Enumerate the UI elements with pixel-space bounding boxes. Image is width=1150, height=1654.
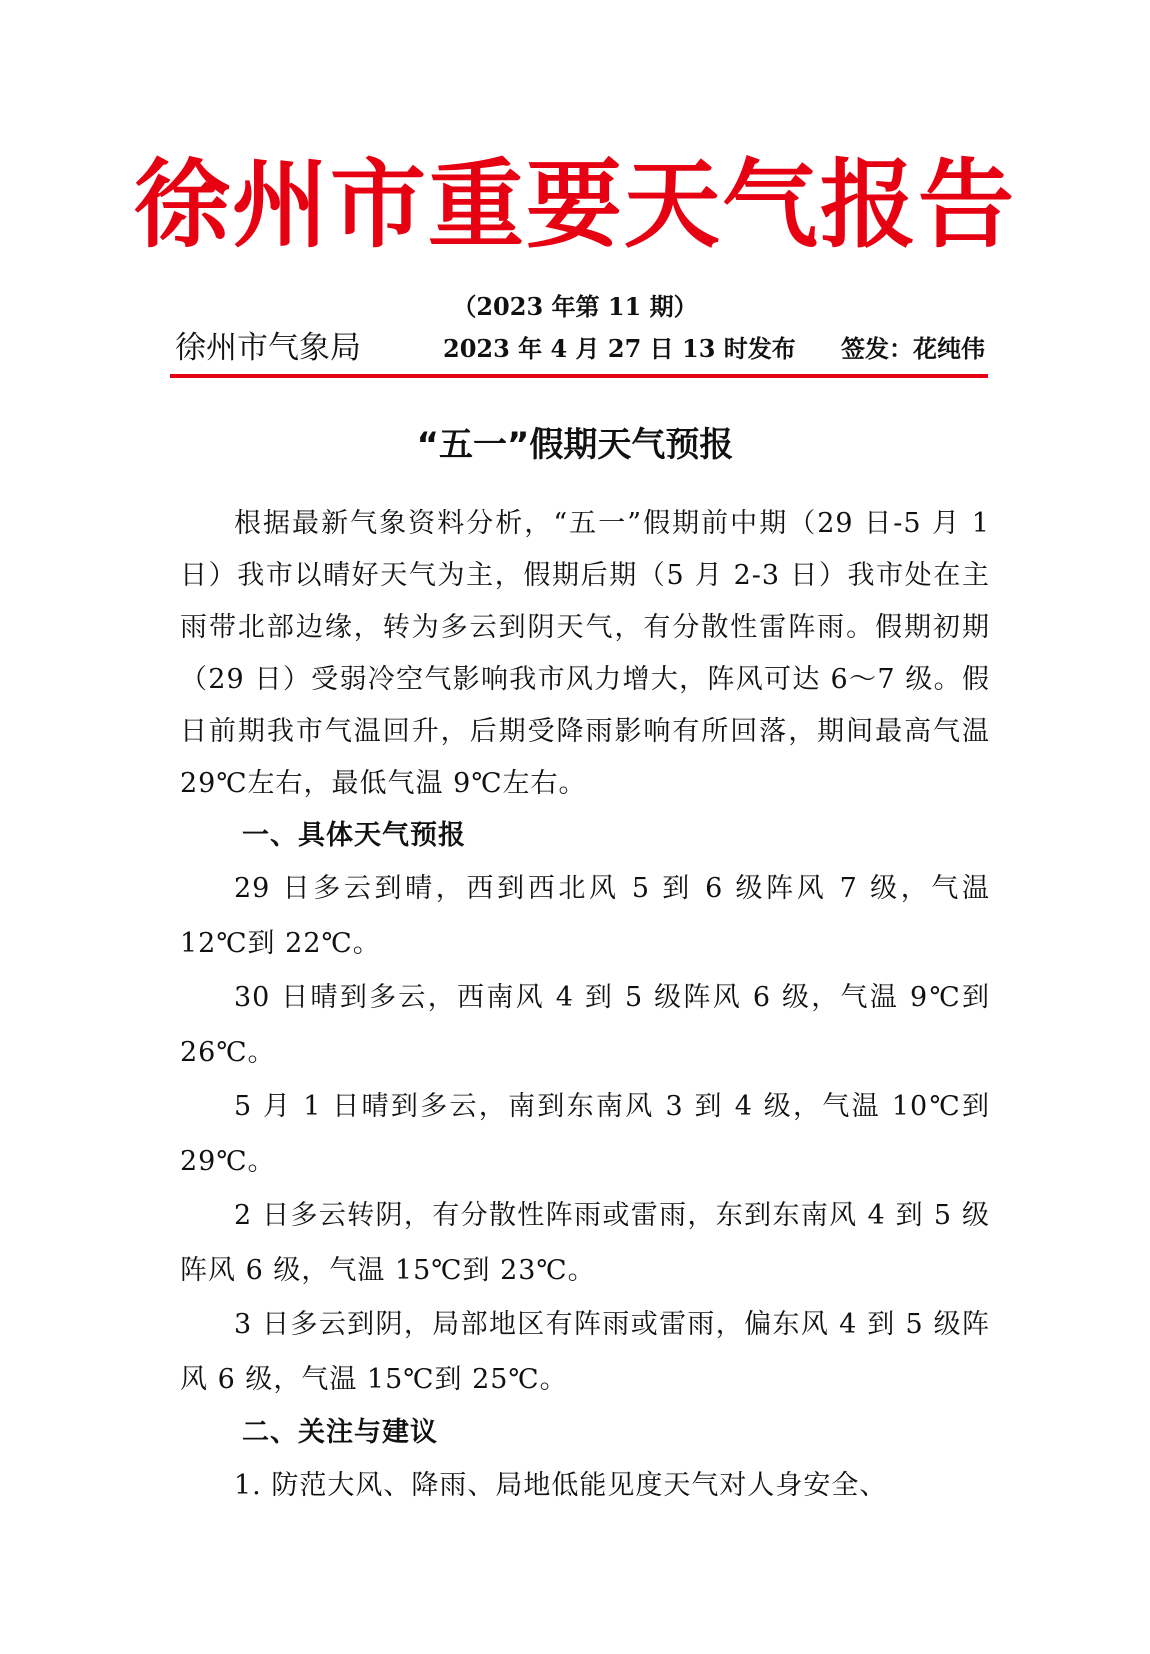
issue-number: （2023 年第 11 期） <box>452 292 698 321</box>
issuer-row <box>175 328 985 368</box>
intro-paragraph: 根据最新气象资料分析，“五一”假期前中期（29 日-5 月 1 日）我市以晴好天气为主，假期后期（5 月 2-3 日）我市处在主雨带北部边缘，转为多云到阴天气，有分散性雷阵雨。假期初期（29 日）受弱冷空气影响我市风力增大，阵风可达 6～7 级。假日前期我市气温回升，后期受降雨影响有所回落，期间最高气温 29℃左右，最低气温 9℃左右。 <box>180 508 990 799</box>
document-body <box>180 498 990 1514</box>
section-heading-forecast: 一、具体天气预报 <box>242 820 466 851</box>
red-divider <box>170 374 988 378</box>
forecast-may-1: 5 月 1 日晴到多云，南到东南风 3 到 4 级，气温 10℃到 29℃。 <box>180 1091 990 1177</box>
masthead-title: 徐州市重要天气报告 <box>134 149 1016 261</box>
forecast-day-30: 30 日晴到多云，西南风 4 到 5 级阵风 6 级，气温 9℃到 26℃。 <box>180 982 990 1068</box>
document-title: “五一”假期天气预报 <box>416 425 734 465</box>
advice-item: 1. 防范大风、降雨、局地低能见度天气对人身安全、 <box>234 1470 888 1501</box>
section-heading-advice: 二、关注与建议 <box>242 1417 438 1448</box>
signer: 签发：花纯伟 <box>841 334 985 363</box>
issue-date: 2023 年 4 月 27 日 13 时发布 <box>443 334 796 363</box>
issuer-name: 徐州市气象局 <box>175 330 361 366</box>
forecast-may-2: 2 日多云转阴，有分散性阵雨或雷雨，东到东南风 4 到 5 级阵风 6 级，气温 15℃到 23℃。 <box>180 1200 990 1286</box>
forecast-day-29: 29 日多云到晴，西到西北风 5 到 6 级阵风 7 级，气温 12℃到 22℃。 <box>180 873 990 959</box>
forecast-may-3: 3 日多云到阴，局部地区有阵雨或雷雨，偏东风 4 到 5 级阵风 6 级，气温 15℃到 25℃。 <box>180 1309 990 1395</box>
